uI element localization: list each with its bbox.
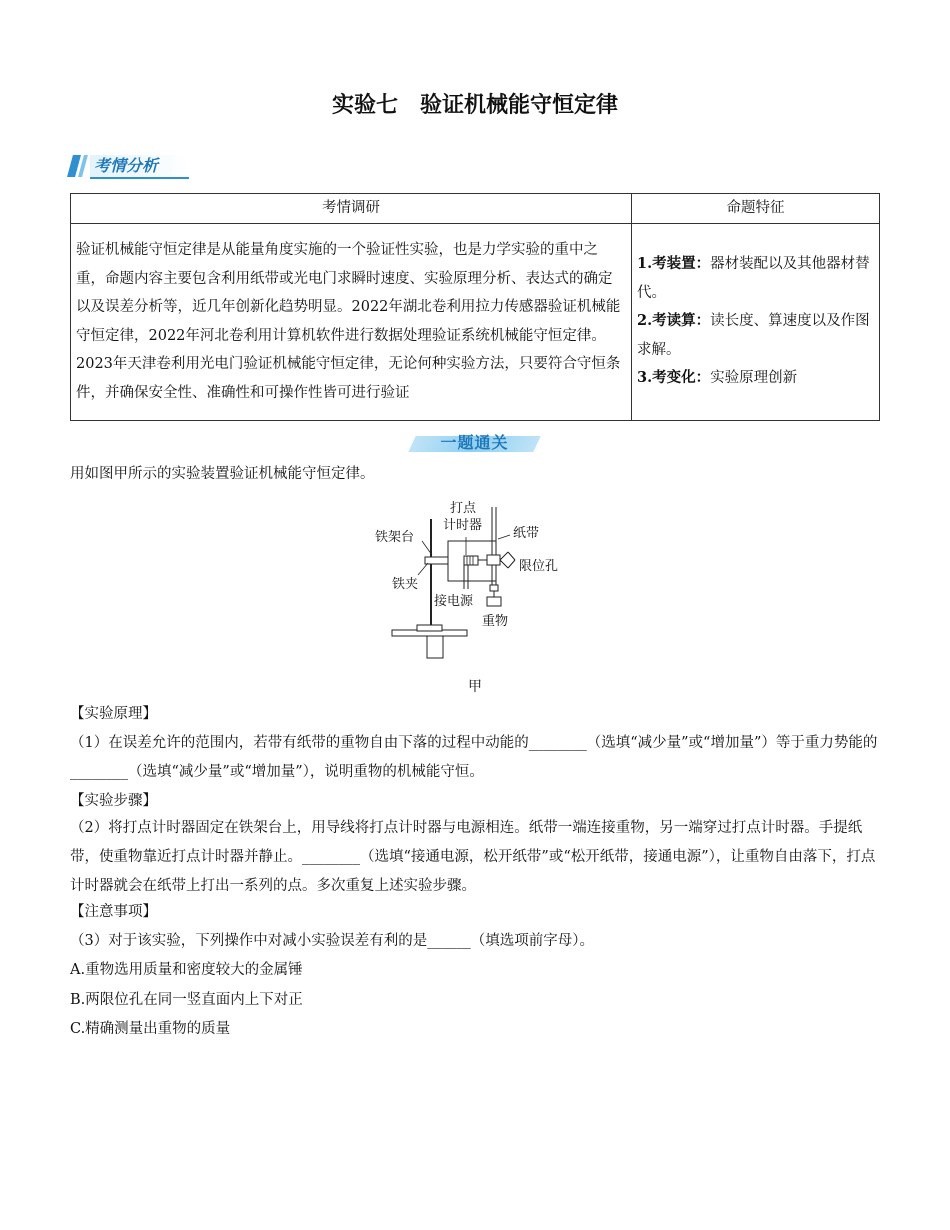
feature-item: 1.考装置：器材装配以及其他器材替代。 <box>637 255 870 301</box>
clamp-shape <box>425 557 449 564</box>
apparatus-diagram <box>370 497 580 662</box>
limit-hole <box>490 585 498 591</box>
page-title: 实验七 验证机械能守恒定律 <box>331 93 618 118</box>
analysis-table <box>70 193 880 421</box>
option-c: C.精确测量出重物的质量 <box>70 1021 231 1037</box>
feature-item: 2.考读算：读长度、算速度以及作图求解。 <box>637 312 870 358</box>
question-1: （1）在误差允许的范围内，若带有纸带的重物自由下落的过程中动能的________（选填“减少量”或“增加量”）等于重力势能的________（选填“减少量”或“增加量”），说明重物的机械能守恒。 <box>70 735 878 780</box>
limit-hole <box>487 555 500 565</box>
question-3: （3）对于该实验，下列操作中对减小实验误差有利的是______（填选项前字母）。 <box>70 933 594 949</box>
table-header: 考情调研 <box>71 194 632 224</box>
table-header: 命题特征 <box>632 194 880 224</box>
section-banner-analysis <box>70 152 190 180</box>
label-weight: 重物 <box>482 614 509 629</box>
practice-banner <box>412 432 537 454</box>
label-power: 接电源 <box>434 594 474 609</box>
option-a: A.重物选用质量和密度较大的金属锤 <box>70 962 303 978</box>
feature-item: 3.考变化：实验原理创新 <box>637 369 798 387</box>
label-timer: 打点 <box>450 501 477 516</box>
label-timer: 计时器 <box>443 518 483 533</box>
research-cell: 验证机械能守恒定律是从能量角度实施的一个验证性实验，也是力学实验的重中之重，命题内容主要包含利用纸带或光电门求瞬时速度、实验原理分析、表达式的确定以及误差分析等，近几年创新化趋势明显。2022年湖北卷利用拉力传感器验证机械能守恒定律，2022年河北卷利用计算机软件进行数据处理验证系统机械能守恒定律。2023年天津卷利用光电门验证机械能守恒定律，无论何种实验方法，只要符合守恒条件，并确保安全性、准确性和可操作性皆可进行验证 <box>71 223 632 420</box>
figure-caption: 甲 <box>468 679 482 695</box>
label-hole: 限位孔 <box>519 559 559 574</box>
table-header-row <box>71 194 880 224</box>
label-tape: 纸带 <box>513 526 540 541</box>
question-2: （2）将打点计时器固定在铁架台上，用导线将打点计时器与电源相连。纸带一端连接重物，另一端穿过打点计时器。手提纸带，使重物靠近打点计时器并静止。________（选填“接通电源，松开纸带”或“松开纸带，接通电源”），让重物自由落下，打点计时器就会在纸带上打出一系列的点。多次重复上述实验步骤。 <box>70 820 876 894</box>
practice-label: 一题通关 <box>440 433 509 452</box>
label-stand: 铁架台 <box>375 530 415 545</box>
notes-heading: 【注意事项】 <box>70 904 157 920</box>
stand-base-top <box>417 625 442 631</box>
option-b: B.两限位孔在同一竖直面内上下对正 <box>70 992 303 1008</box>
table-row <box>71 223 880 420</box>
label-clamp: 铁夹 <box>392 577 419 592</box>
principle-heading: 【实验原理】 <box>70 706 157 722</box>
steps-heading: 【实验步骤】 <box>70 793 157 809</box>
features-cell <box>632 223 880 420</box>
timer-coil <box>464 556 478 565</box>
intro-text: 用如图甲所示的实验装置验证机械能守恒定律。 <box>70 466 375 482</box>
weight-block <box>487 597 501 606</box>
section-label: 考情分析 <box>90 155 189 179</box>
stand-foot <box>427 636 443 658</box>
